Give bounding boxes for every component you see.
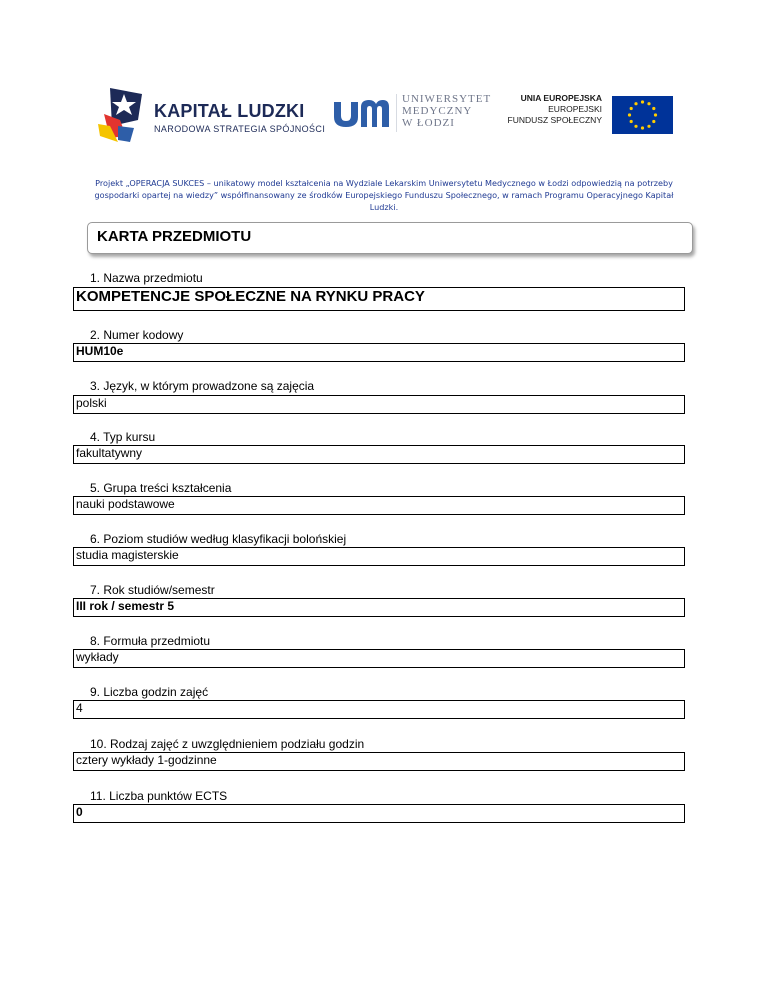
field-label-study-level: 6. Poziom studiów według klasyfikacji bolońskiej — [90, 532, 347, 546]
field-label-ects: 11. Liczba punktów ECTS — [90, 789, 228, 803]
um-logo-text — [402, 93, 491, 129]
field-label-subject-name: 1. Nazwa przedmiotu — [90, 271, 203, 285]
card-title-box — [87, 222, 693, 254]
field-value-text: 4 — [76, 701, 83, 715]
field-label-year-semester: 7. Rok studiów/semestr — [90, 583, 215, 597]
field-value-class-type — [73, 752, 685, 771]
logo-bar — [0, 82, 768, 142]
eu-flag-icon — [612, 96, 673, 134]
field-value-text: studia magisterskie — [76, 548, 179, 562]
field-value-formula — [73, 649, 685, 668]
field-label-course-type: 4. Typ kursu — [90, 430, 156, 444]
field-value-text: 0 — [76, 805, 83, 819]
field-value-text: polski — [76, 396, 107, 410]
field-value-hours — [73, 700, 685, 719]
eu-logo-line1: UNIA EUROPEJSKA — [520, 93, 602, 103]
field-value-subject-name — [73, 287, 685, 311]
field-value-language — [73, 395, 685, 414]
field-label-content-group: 5. Grupa treści kształcenia — [90, 481, 232, 495]
kapital-ludzki-title: KAPITAŁ LUDZKI — [154, 101, 305, 121]
field-value-text: HUM10e — [76, 344, 124, 358]
eu-logo-text — [508, 93, 602, 126]
um-logo-icon — [332, 98, 390, 128]
field-value-code — [73, 343, 685, 362]
field-value-ects — [73, 804, 685, 823]
field-value-course-type — [73, 445, 685, 464]
field-value-year-semester — [73, 598, 685, 617]
field-label-formula: 8. Formuła przedmiotu — [90, 634, 211, 648]
field-value-content-group — [73, 496, 685, 515]
um-logo-line1: UNIWERSYTET — [402, 93, 492, 105]
um-logo-line3: W ŁODZI — [402, 117, 455, 129]
field-value-text: III rok / semestr 5 — [76, 599, 175, 613]
kapital-ludzki-logo-icon — [96, 86, 152, 144]
field-label-hours: 9. Liczba godzin zajęć — [90, 685, 209, 699]
field-value-study-level — [73, 547, 685, 566]
um-logo-divider — [396, 94, 397, 132]
field-value-text: nauki podstawowe — [76, 497, 175, 511]
eu-logo-line3: FUNDUSZ SPOŁECZNY — [507, 115, 602, 125]
um-logo-line2: MEDYCZNY — [402, 105, 473, 117]
project-description: Projekt „OPERACJA SUKCES – unikatowy model kształcenia na Wydziale Lekarskim Uniwersytetu Medycznego w Łodzi odpowiedzią na potrzeby gospodarki opartej na wiedzy” współfinansowany ze środków Europejskiego Funduszu Społecznego, w ramach Programu Operacyjnego Kapitał Ludzki. — [94, 178, 674, 212]
field-label-code: 2. Numer kodowy — [90, 328, 184, 342]
field-value-text: wykłady — [76, 650, 119, 664]
card-title: KARTA PRZEDMIOTU — [97, 228, 252, 245]
field-label-class-type: 10. Rodzaj zajęć z uwzględnieniem podziału godzin — [90, 737, 365, 751]
field-value-text: KOMPETENCJE SPOŁECZNE NA RYNKU PRACY — [76, 288, 425, 305]
field-value-text: cztery wykłady 1-godzinne — [76, 753, 217, 767]
kapital-ludzki-subtitle: NARODOWA STRATEGIA SPÓJNOŚCI — [154, 124, 326, 134]
eu-logo-line2: EUROPEJSKI — [548, 104, 602, 114]
field-value-text: fakultatywny — [76, 446, 143, 460]
field-label-language: 3. Język, w którym prowadzone są zajęcia — [90, 379, 315, 393]
